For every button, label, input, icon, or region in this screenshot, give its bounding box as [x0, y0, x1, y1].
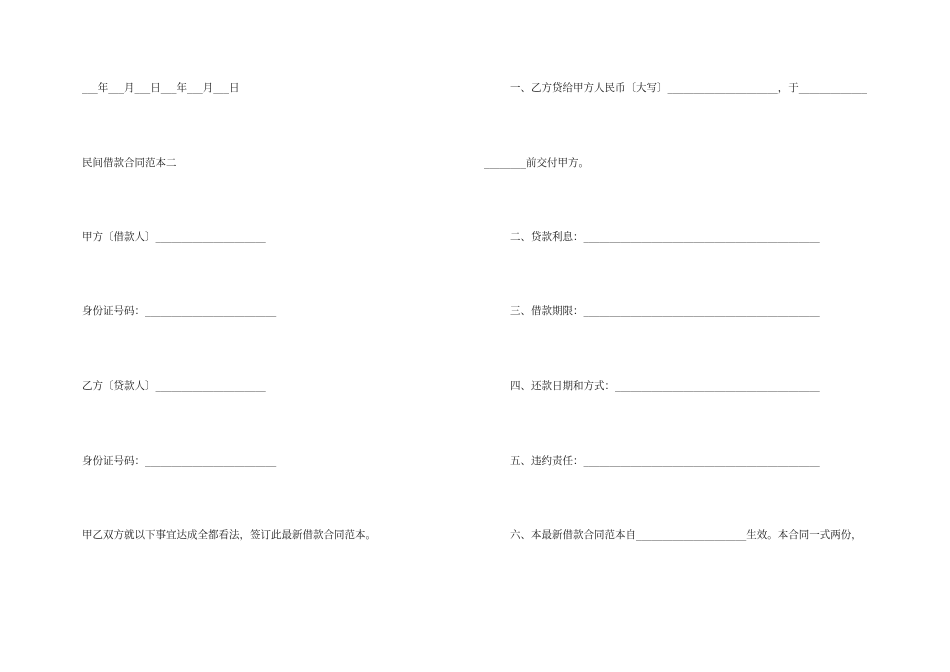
clause-5-liability: 五、违约责任：_____________________________________________ [510, 455, 820, 467]
clause-3-term: 三、借款期限：_____________________________________________ [510, 305, 820, 317]
party-a-id-number-line: 身份证号码：_________________________ [82, 305, 277, 317]
party-b-lender-line: 乙方〔贷款人〕_____________________ [82, 380, 266, 392]
party-b-id-number-line: 身份证号码：_________________________ [82, 455, 277, 467]
party-a-borrower-line: 甲方〔借款人〕_____________________ [82, 231, 266, 243]
date-line: ___年___月___日___年___月___日 [82, 82, 240, 94]
clause-1-continuation: ________前交付甲方。 [484, 157, 589, 169]
clause-6-effective: 六、本最新借款合同范本自_____________________生效。本合同一式两份， [510, 529, 862, 541]
document-title: 民间借款合同范本二 [82, 157, 177, 169]
clause-2-interest: 二、贷款利息：_____________________________________________ [510, 231, 820, 243]
clause-1-loan-amount: 一、乙方贷给甲方人民币〔大写〕_____________________，于_____________ [510, 82, 867, 94]
clause-4-repayment: 四、还款日期和方式：_______________________________________ [510, 380, 820, 392]
agreement-intro-paragraph: 甲乙双方就以下事宜达成全都看法，签订此最新借款合同范本。 [82, 529, 376, 541]
